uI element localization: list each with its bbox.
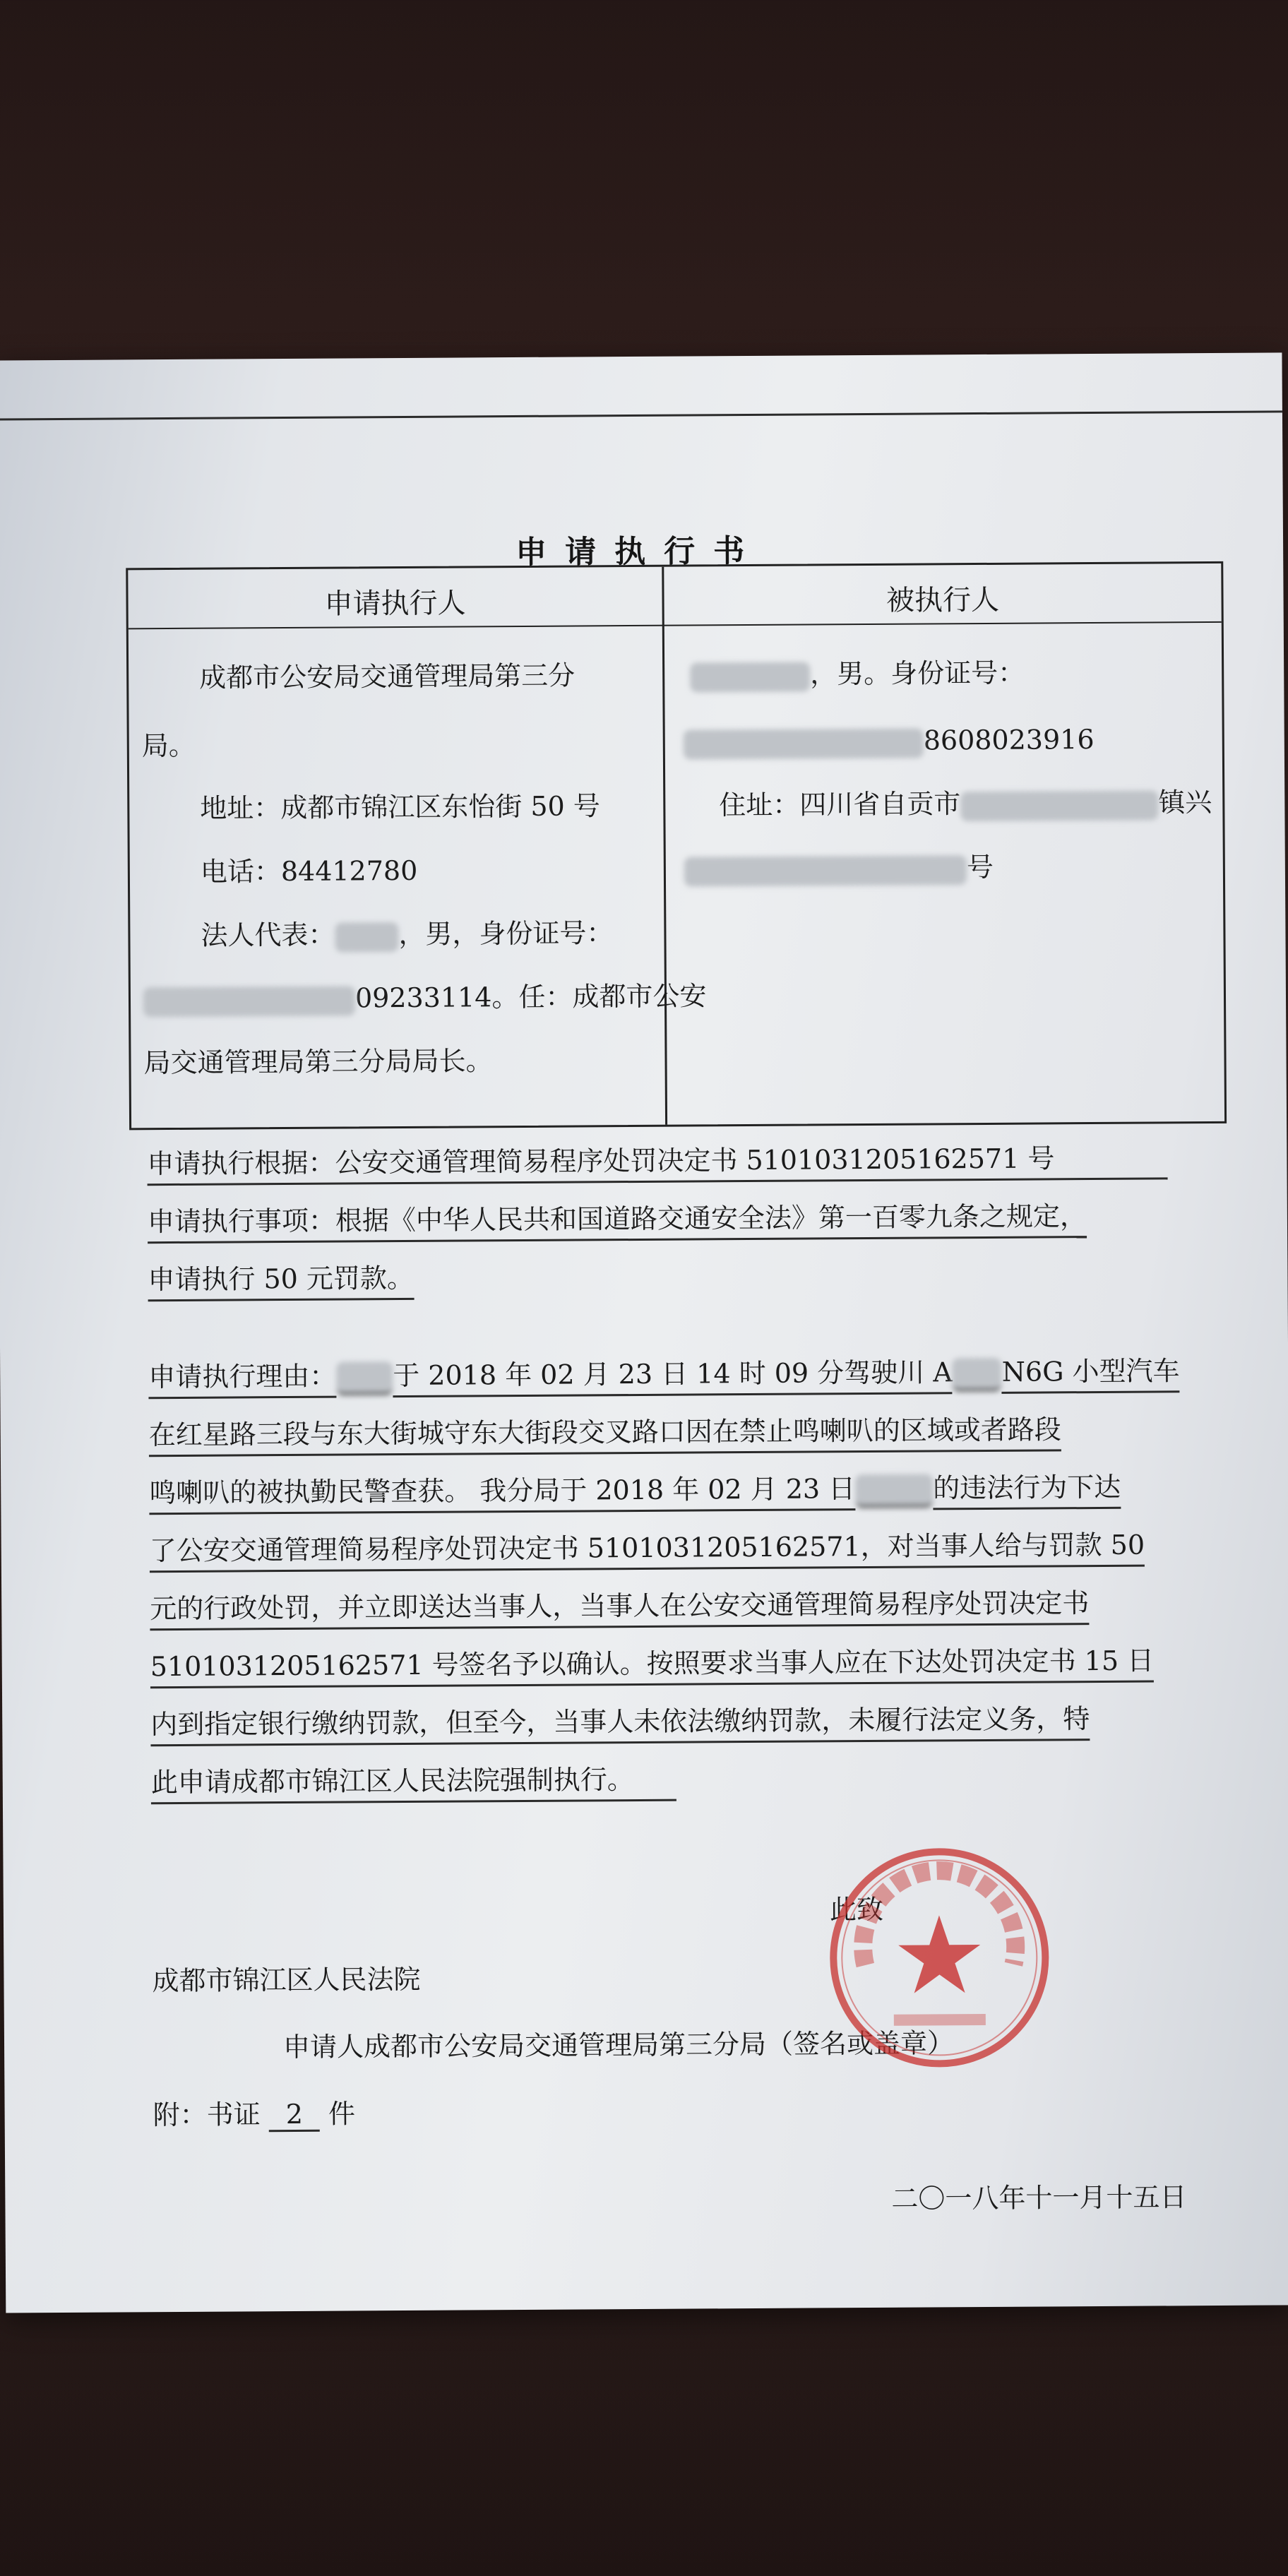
matter-text-1: 申请执行事项：根据《中华人民共和国道路交通安全法》第一百零九条之规定， <box>148 1200 1087 1244</box>
redacted-name <box>335 922 398 953</box>
attachment-prefix: 附：书证 <box>153 2099 261 2131</box>
legal-rep-line <box>201 899 614 970</box>
matter-line-2 <box>148 1256 414 1296</box>
matter-line-1 <box>148 1194 1087 1239</box>
respondent-address-line2 <box>684 833 994 903</box>
document-date: 二〇一八年十一月十五日 <box>891 2181 1187 2214</box>
reason-line-2 <box>149 1407 1061 1452</box>
reason-line-5 <box>150 1581 1089 1626</box>
court-name: 成都市锦江区人民法院 <box>152 1963 421 1997</box>
redacted-address-2 <box>684 855 967 886</box>
reason-l7: 内到指定银行缴纳罚款，但至今，当事人未依法缴纳罚款，未履行法定义务，特 <box>150 1703 1090 1746</box>
reason-l3-suffix: 的违法行为下达 <box>933 1472 1121 1510</box>
reason-l2: 在红星路三段与东大街城守东大街段交叉路口因在禁止鸣喇叭的区域或者路段 <box>149 1414 1061 1457</box>
legal-rep-prefix: 法人代表： <box>201 919 335 951</box>
redacted-plate <box>953 1358 1002 1391</box>
redacted-address <box>960 790 1158 821</box>
reason-line-3 <box>149 1465 1121 1512</box>
redacted-party <box>336 1361 393 1395</box>
respondent-address-prefix: 住址：四川省自贡市 <box>719 788 961 821</box>
applicant-address: 地址：成都市锦江区东怡街 50 号 <box>200 790 600 824</box>
basis-text: 申请执行根据：公安交通管理简易程序处罚决定书 5101031205162571 号 <box>147 1142 1167 1186</box>
respondent-address-line <box>719 768 1212 839</box>
reason-line-4 <box>150 1523 1145 1568</box>
document-page <box>0 352 1288 2313</box>
reason-l4: 了公安交通管理简易程序处罚决定书 5101031205162571，对当事人给与罚款 50 <box>150 1530 1145 1573</box>
reason-l8: 此申请成都市锦江区人民法院强制执行。 <box>151 1764 676 1805</box>
applicant-signature-line: 申请人成都市公安局交通管理局第三分局（签名或盖章） <box>282 2027 955 2063</box>
respondent-address-tail: 号 <box>966 851 994 883</box>
respondent-header: 被执行人 <box>886 583 1000 617</box>
closing-salutation: 此致 <box>829 1893 884 1926</box>
reason-line-6 <box>150 1639 1155 1684</box>
respondent-id-tail: 8608023916 <box>923 724 1095 756</box>
top-edge-line <box>0 410 1282 420</box>
respondent-address-mid: 镇兴 <box>1158 786 1212 818</box>
attachment-line <box>153 2092 355 2132</box>
redacted-respondent-id <box>684 728 924 759</box>
applicant-org-line1: 成都市公安局交通管理局第三分 <box>199 660 576 693</box>
legal-rep-id-line <box>143 962 707 1033</box>
table-header-divider <box>129 621 1222 629</box>
reason-prefix: 申请执行理由： <box>148 1361 336 1400</box>
table-column-divider <box>662 567 667 1125</box>
reason-line-7 <box>150 1697 1090 1741</box>
respondent-id-line <box>683 705 1094 776</box>
applicant-org-line2: 局。 <box>141 729 196 762</box>
attachment-count: 2 <box>269 2099 320 2132</box>
respondent-name-suffix: ，男。身份证号： <box>810 657 1025 690</box>
reason-l1-mid: 于 2018 年 02 月 23 日 14 时 09 分驾驶川 A <box>393 1356 953 1397</box>
attachment-suffix: 件 <box>328 2098 356 2130</box>
respondent-name-line <box>690 639 1025 709</box>
reason-line-1 <box>148 1349 1180 1396</box>
applicant-header: 申请执行人 <box>324 587 466 621</box>
reason-l5: 元的行政处罚，并立即送达当事人，当事人在公安交通管理简易程序处罚决定书 <box>150 1587 1089 1630</box>
reason-l3-prefix: 鸣喇叭的被执勤民警查获。 我分局于 2018 年 02 月 23 日 <box>149 1473 855 1515</box>
document-title: 申请执行书 <box>515 532 763 571</box>
basis-line <box>147 1135 1167 1181</box>
legal-rep-suffix: ，男，身份证号： <box>398 917 614 950</box>
applicant-phone: 电话：84412780 <box>200 854 418 888</box>
reason-l1-suffix: N6G 小型汽车 <box>1002 1355 1180 1394</box>
official-seal-icon <box>825 1844 1053 2071</box>
legal-rep-id-tail: 09233114。任：成都市公安 <box>354 980 707 1014</box>
matter-text-2: 申请执行 50 元罚款。 <box>148 1263 414 1301</box>
legal-rep-position: 局交通管理局第三分局局长。 <box>143 1045 493 1079</box>
redacted-respondent-name <box>690 662 810 692</box>
reason-line-8 <box>151 1758 676 1800</box>
redacted-id <box>143 986 355 1017</box>
reason-l6: 5101031205162571 号签名予以确认。按照要求当事人应在下达处罚决定书 15 日 <box>150 1645 1155 1689</box>
redacted-party-2 <box>855 1474 933 1508</box>
parties-table <box>126 561 1227 1130</box>
